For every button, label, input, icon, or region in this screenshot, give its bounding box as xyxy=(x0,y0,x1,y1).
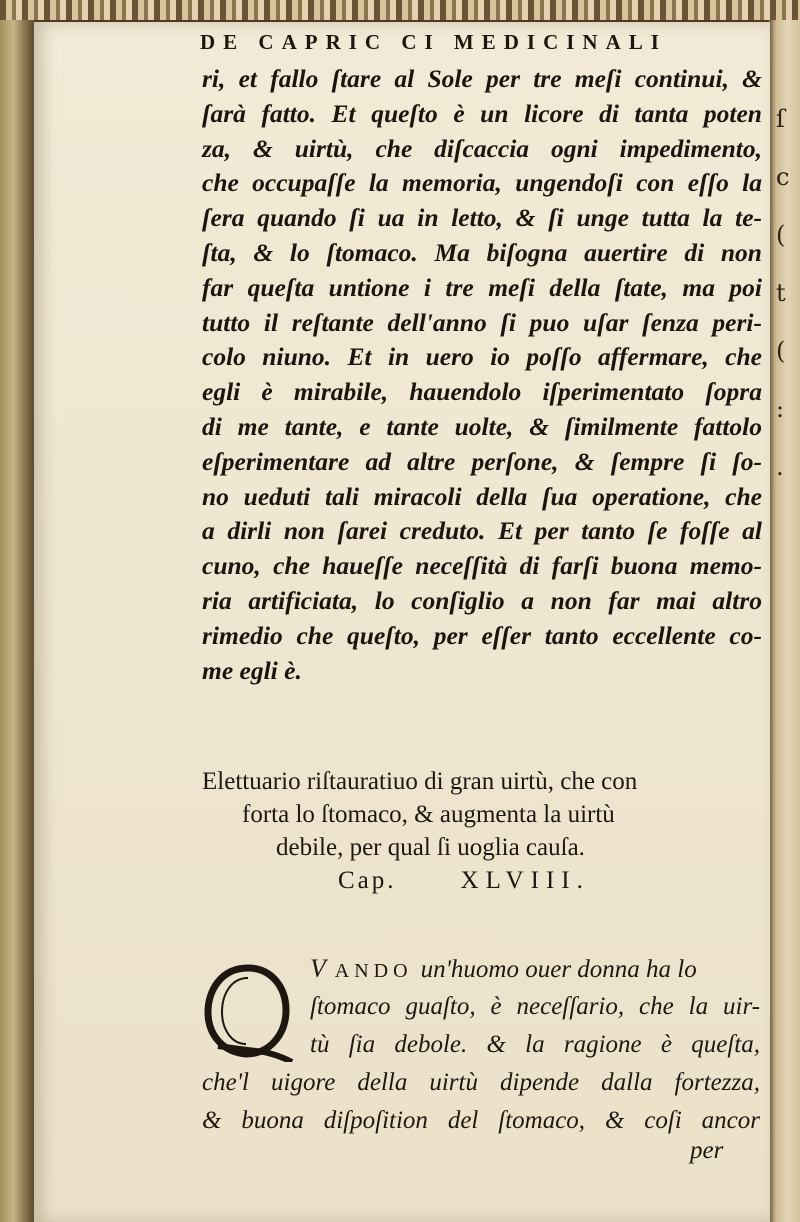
chapter-title-line: Elettuario riſtauratiuo di gran uirtù, che con xyxy=(202,768,638,795)
chapter-body-text xyxy=(202,950,760,1140)
text-line: rimedio che queſto, per eſſer tanto eccellente co- xyxy=(202,620,762,650)
text-line: ria artificiata, lo conſiglio a non far mai altro xyxy=(202,585,762,615)
text-line: za, & uirtù, che diſcaccia ogni impedimento, xyxy=(202,133,762,163)
text-line: ſera quando ſi ua in letto, & ſi unge tutta la te- xyxy=(202,203,762,233)
edge-letter: ( xyxy=(776,337,786,365)
opening-small-caps: ANDO xyxy=(334,960,413,982)
edge-letter: ( xyxy=(776,221,786,249)
chapter-number-line xyxy=(190,864,760,897)
text-line: no ueduti tali miracoli della ſua operatione, che xyxy=(202,481,762,511)
edge-letter: ſ xyxy=(776,105,785,133)
text-line: tutto il reſtante dell'anno ſi puo uſar ſenza peri- xyxy=(202,307,762,337)
chapter-number: XLVIII. xyxy=(460,867,590,894)
text-line: & buona diſpoſition del ſtomaco, & coſi ancor xyxy=(202,1107,760,1134)
top-ornamental-border xyxy=(0,0,800,22)
text-line-rest: un'huomo ouer donna ha lo xyxy=(420,956,697,983)
text-line xyxy=(202,950,760,988)
text-line: tù ſia debole. & la ragione è queſta, xyxy=(310,1031,760,1058)
facing-page-edge xyxy=(768,20,800,1222)
text-line: cuno, che haueſſe neceſſità di farſi buona memo- xyxy=(202,551,762,581)
catchword: per xyxy=(690,1137,724,1164)
running-head: DE CAPRIC CI MEDICINALI xyxy=(200,30,667,54)
edge-letter: c xyxy=(776,163,790,191)
text-line: che occupaſſe la memoria, ungendoſi con eſſo la xyxy=(202,168,762,198)
text-line: di me tante, e tante uolte, & ſimilmente fattolo xyxy=(202,411,762,441)
text-line: far queſta untione i tre meſi della ſtate, ma poi xyxy=(202,272,762,302)
chapter-cap-label: Cap. xyxy=(338,867,397,894)
italic-text-block xyxy=(202,62,762,688)
edge-letter: : xyxy=(776,395,785,423)
book-binding-gutter xyxy=(0,20,34,1222)
text-line: ſarà fatto. Et queſto è un licore di tanta poten xyxy=(202,98,762,128)
text-line: colo niuno. Et in uero io poſſo affermare, che xyxy=(202,342,762,372)
chapter-title-line: debile, per qual ſi uoglia cauſa. xyxy=(276,834,585,861)
text-line: a dirli non ſarei creduto. Et per tanto ſe foſſe al xyxy=(202,516,762,546)
text-line: ri, et fallo ſtare al Sole per tre meſi continui, & xyxy=(202,64,762,93)
opening-capital: V xyxy=(310,954,326,983)
text-line: ſta, & lo ſtomaco. Ma biſogna auertire di non xyxy=(202,237,762,267)
text-line: me egli è. xyxy=(202,655,302,685)
chapter-title-line: forta lo ſtomaco, & augmenta la uirtù xyxy=(242,801,615,828)
edge-letter: . xyxy=(776,453,784,481)
chapter-heading xyxy=(190,765,760,897)
text-line: che'l uigore della uirtù dipende dalla fortezza, xyxy=(202,1069,760,1096)
drop-cap-label: Q xyxy=(249,1019,252,1023)
edge-letter: t xyxy=(776,279,786,307)
facing-page-letters xyxy=(776,90,796,496)
opening-word xyxy=(310,954,413,983)
text-line: egli è mirabile, hauendolo iſperimentato ſopra xyxy=(202,377,762,407)
text-line: eſperimentare ad altre perſone, & ſempre ſi ſo- xyxy=(202,446,762,476)
text-line: ſtomaco guaſto, è neceſſario, che la uir- xyxy=(310,993,760,1020)
